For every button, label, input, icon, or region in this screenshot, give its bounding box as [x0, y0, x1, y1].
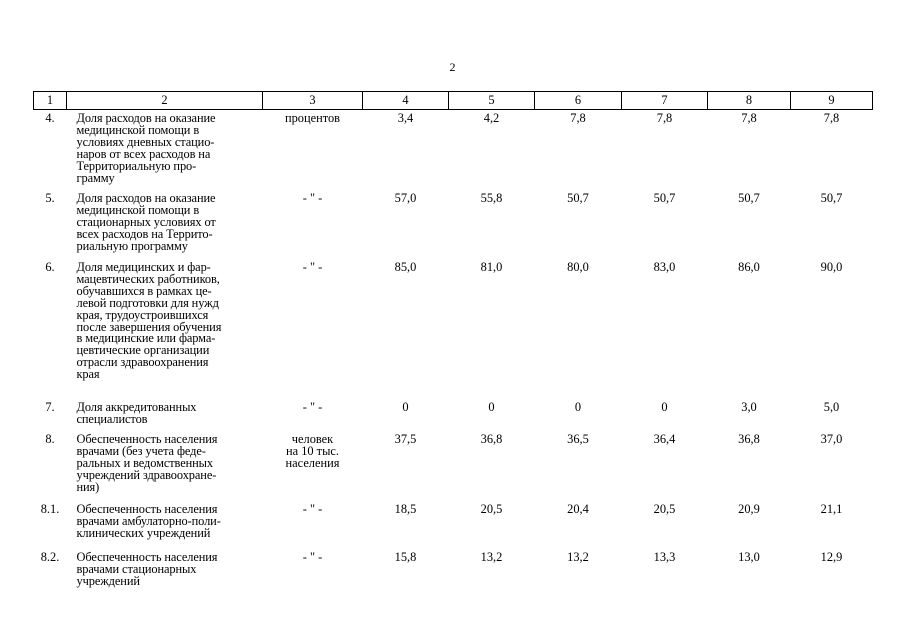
unit-line: человек — [291, 432, 334, 446]
unit-of-measure — [263, 190, 363, 259]
unit-line: - " - — [302, 400, 323, 414]
value-cell: 90,0 — [820, 260, 843, 274]
value-cell: 50,7 — [820, 191, 843, 205]
value-cell: 0 — [488, 400, 495, 414]
indicator-name-line: обучавшихся в рамках це- — [76, 283, 212, 298]
indicator-name-line: после завершения обучения — [76, 319, 222, 334]
column-number-row — [34, 92, 873, 110]
indicator-name-line: Доля медицинских и фар- — [76, 260, 211, 274]
value-cell: 13,0 — [738, 550, 760, 564]
column-header: 8 — [708, 92, 791, 110]
indicator-name-line: в медицинские или фарма- — [76, 331, 216, 346]
indicator-name — [67, 190, 263, 259]
unit-of-measure — [263, 110, 363, 191]
indicator-name-line: врачами (без учета феде- — [76, 443, 206, 458]
value-cell: 4,2 — [483, 111, 500, 125]
unit-of-measure — [263, 399, 363, 431]
unit-line: на 10 тыс. — [285, 443, 340, 458]
value-cell: 50,7 — [653, 191, 676, 205]
indicator-name-line: учреждений — [76, 573, 140, 588]
column-header: 5 — [449, 92, 535, 110]
unit-of-measure — [263, 501, 363, 549]
indicator-name — [67, 110, 263, 191]
row-number: 7. — [45, 400, 55, 414]
indicator-name-line: всех расходов на Террито- — [76, 226, 213, 241]
table-row — [34, 399, 873, 431]
value-cell: 0 — [574, 400, 582, 414]
indicator-name-line: медицинской помощи в — [76, 202, 200, 217]
indicator-name-line: Доля расходов на оказание — [76, 111, 216, 125]
indicator-name — [67, 399, 263, 431]
indicator-name-line: мацевтических работников, — [76, 271, 220, 286]
indicator-name — [67, 501, 263, 549]
indicator-name-line: клинических учреждений — [76, 525, 211, 540]
value-cell: 13,2 — [480, 550, 503, 564]
value-cell: 50,7 — [567, 191, 589, 205]
indicator-name-line: края — [76, 367, 100, 382]
indicator-name-line: учреждений здравоохране- — [76, 467, 217, 482]
table-row — [34, 549, 873, 592]
value-cell: 7,8 — [823, 111, 840, 125]
value-cell: 7,8 — [656, 111, 673, 125]
indicator-name-line: левой подготовки для нужд — [76, 295, 219, 310]
indicator-name-line: риальную программу — [76, 238, 188, 253]
indicator-name-line: Территориальную про- — [76, 158, 197, 173]
value-cell: 36,4 — [653, 432, 676, 446]
indicator-name-line: врачами стационарных — [76, 561, 197, 576]
indicator-name-line: грамму — [76, 170, 115, 185]
value-cell: 3,0 — [741, 400, 757, 414]
value-cell: 7,8 — [570, 111, 586, 125]
column-header: 6 — [535, 92, 622, 110]
value-cell: 36,8 — [738, 432, 760, 446]
table-row — [34, 501, 873, 549]
indicator-name-line: ния) — [76, 479, 100, 494]
row-number: 8. — [45, 432, 55, 446]
value-cell: 80,0 — [567, 260, 589, 274]
indicator-name — [67, 431, 263, 501]
column-header: 1 — [34, 92, 67, 110]
unit-line: - " - — [302, 191, 323, 205]
row-number: 4. — [45, 111, 55, 125]
indicator-name-line: отрасли здравоохранения — [76, 355, 209, 370]
value-cell: 55,8 — [480, 191, 503, 205]
table-row — [34, 190, 873, 259]
indicator-name-line: Обеспеченность населения — [76, 502, 218, 516]
table-row — [34, 259, 873, 399]
value-cell: 5,0 — [823, 400, 840, 414]
column-header: 2 — [67, 92, 263, 110]
value-cell: 83,0 — [653, 260, 676, 274]
indicator-name-line: стационарных условиях от — [76, 214, 216, 229]
value-cell: 86,0 — [738, 260, 760, 274]
column-header: 7 — [622, 92, 708, 110]
row-number: 8.2. — [40, 550, 60, 564]
value-cell: 21,1 — [820, 502, 843, 516]
value-cell: 0 — [661, 400, 668, 414]
indicators-table — [33, 91, 873, 592]
value-cell: 50,7 — [738, 191, 760, 205]
unit-line: - " - — [302, 550, 323, 564]
value-cell: 37,0 — [820, 432, 843, 446]
indicator-name-line: Обеспеченность населения — [76, 432, 218, 446]
value-cell: 37,5 — [394, 432, 417, 446]
indicator-name — [67, 259, 263, 399]
unit-of-measure — [263, 431, 363, 501]
value-cell: 20,4 — [567, 502, 589, 516]
column-header: 9 — [791, 92, 873, 110]
value-cell: 85,0 — [394, 260, 417, 274]
column-header: 4 — [363, 92, 449, 110]
row-number: 8.1. — [40, 502, 60, 516]
value-cell: 7,8 — [741, 111, 757, 125]
indicator-name-line: наров от всех расходов на — [76, 146, 211, 161]
indicator-name-line: цевтические организации — [76, 343, 210, 358]
value-cell: 18,5 — [394, 502, 417, 516]
indicator-name-line: Доля аккредитованных — [76, 400, 197, 414]
indicator-name-line: Обеспеченность населения — [76, 550, 218, 564]
indicator-name-line: медицинской помощи в — [76, 122, 200, 137]
value-cell: 0 — [402, 400, 409, 414]
value-cell: 15,8 — [394, 550, 417, 564]
value-cell: 13,3 — [653, 550, 676, 564]
value-cell: 36,5 — [567, 432, 589, 446]
value-cell: 3,4 — [397, 111, 414, 125]
table-row — [34, 110, 873, 191]
value-cell: 20,5 — [480, 502, 503, 516]
unit-line: населения — [285, 455, 340, 470]
indicator-name-line: врачами амбулаторно-поли- — [76, 513, 221, 528]
indicator-name-line: Доля расходов на оказание — [76, 191, 216, 205]
indicator-name-line: края, трудоустроившихся — [76, 307, 209, 322]
unit-line: - " - — [302, 502, 323, 516]
unit-of-measure — [263, 549, 363, 592]
page-number: 2 — [449, 60, 456, 74]
unit-line: процентов — [284, 111, 341, 125]
value-cell: 20,5 — [653, 502, 676, 516]
indicator-name — [67, 549, 263, 592]
unit-line: - " - — [302, 260, 323, 274]
value-cell: 81,0 — [480, 260, 503, 274]
value-cell: 12,9 — [820, 550, 843, 564]
indicator-name-line: ральных и ведомственных — [76, 455, 214, 470]
row-number: 6. — [45, 260, 55, 274]
indicator-name-line: специалистов — [76, 411, 148, 426]
value-cell: 13,2 — [567, 550, 589, 564]
value-cell: 20,9 — [738, 502, 760, 516]
indicator-name-line: условиях дневных стацио- — [76, 134, 215, 149]
column-header: 3 — [263, 92, 363, 110]
value-cell: 57,0 — [394, 191, 417, 205]
table-row — [34, 431, 873, 501]
row-number: 5. — [45, 191, 55, 205]
unit-of-measure — [263, 259, 363, 399]
value-cell: 36,8 — [480, 432, 503, 446]
